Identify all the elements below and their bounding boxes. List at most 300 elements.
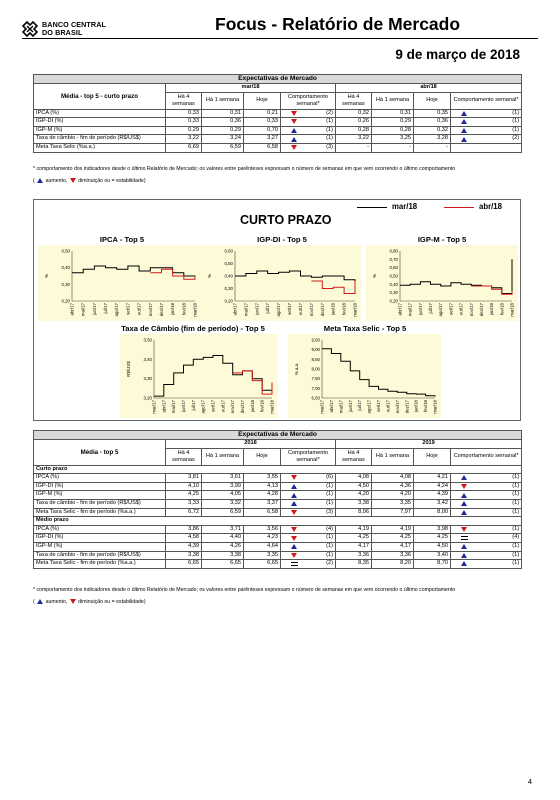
series-line-mar-18 xyxy=(235,271,355,285)
x-tick-label: jul/17 xyxy=(265,303,271,314)
trend-cell xyxy=(281,135,336,144)
value-cell: 4,26 xyxy=(202,542,244,551)
value-cell: 4,64 xyxy=(244,542,281,551)
value-cell: 3,40 xyxy=(414,551,451,560)
x-tick-label: out/17 xyxy=(220,400,226,413)
legend-up-text: aumento, xyxy=(45,178,68,184)
row-label: IGP-DI (%) xyxy=(34,534,166,543)
column-header: Hoje xyxy=(414,92,451,109)
trend-cell xyxy=(451,508,522,517)
column-header: Há 4 semanas xyxy=(166,448,202,465)
value-cell: 6,72 xyxy=(166,508,202,517)
value-cell: 8,20 xyxy=(372,560,414,569)
y-tick-label: 0,40 xyxy=(224,273,233,279)
row-label: Meta Taxa Selic - fim de período (%a.a.) xyxy=(34,560,166,569)
value-cell: 3,25 xyxy=(372,135,414,144)
down-triangle-icon xyxy=(70,599,76,604)
x-tick-label: set/17 xyxy=(210,400,216,412)
x-tick-label: mai/17 xyxy=(171,400,177,414)
x-tick-label: fev/18 xyxy=(499,303,505,315)
row-label: Taxa de câmbio - fim de período (R$/US$) xyxy=(34,135,166,144)
up-triangle-icon xyxy=(291,544,297,549)
x-tick-label: jun/17 xyxy=(91,303,97,315)
y-tick-label: 9,50 xyxy=(311,337,320,343)
value-cell: 6,59 xyxy=(202,143,244,152)
trend-count: (6) xyxy=(326,474,333,481)
x-tick-label: mai/17 xyxy=(338,400,344,414)
trend-count: (1) xyxy=(512,482,520,489)
trend-count: (4) xyxy=(326,525,333,532)
value-cell: 4,20 xyxy=(336,491,372,500)
x-tick-label: abr/17 xyxy=(328,400,334,413)
x-tick-label: fev/18 xyxy=(423,400,429,412)
value-cell: 0,70 xyxy=(244,126,281,135)
x-tick-label: jun/17 xyxy=(181,400,186,412)
x-tick-label: fev/18 xyxy=(181,303,187,315)
trend-count: (1) xyxy=(326,126,333,133)
trend-cell xyxy=(281,491,336,500)
legend-eq-text: = estabilidade) xyxy=(111,599,146,605)
x-tick-label: jul/17 xyxy=(190,400,196,411)
value-cell: 3,98 xyxy=(414,525,451,534)
value-cell: 3,38 xyxy=(202,551,244,560)
x-tick-label: jan/18 xyxy=(330,303,336,315)
value-cell: 0,28 xyxy=(372,126,414,135)
chart-igpm xyxy=(366,245,518,321)
x-tick-label: dez/17 xyxy=(404,400,410,414)
row-label: IPCA (%) xyxy=(34,474,166,483)
x-tick-label: dez/17 xyxy=(240,400,245,414)
value-cell: 7,97 xyxy=(372,508,414,517)
value-cell: 6,59 xyxy=(202,508,244,517)
trend-count: (1) xyxy=(512,474,520,481)
x-tick-label: out/17 xyxy=(136,303,142,316)
up-triangle-icon xyxy=(37,178,43,183)
x-tick-label: mar/18 xyxy=(509,303,515,317)
legend-eq-text: = estabilidade) xyxy=(111,178,146,184)
chart-svg xyxy=(201,245,361,321)
up-triangle-icon xyxy=(461,501,467,506)
x-tick-label: abr/17 xyxy=(232,303,238,316)
y-tick-label: 0,50 xyxy=(61,248,70,254)
value-cell: 3,24 xyxy=(202,135,244,144)
trend-cell xyxy=(451,551,522,560)
value-cell: 4,19 xyxy=(372,525,414,534)
trend-count: (4) xyxy=(512,534,520,541)
value-cell: 0,26 xyxy=(336,118,372,127)
x-tick-label: out/17 xyxy=(385,400,391,413)
legend-line-abr xyxy=(444,207,474,208)
series-line-mar-18 xyxy=(154,356,272,397)
down-triangle-icon xyxy=(291,145,297,150)
series-line-mar-18 xyxy=(400,259,512,293)
column-header: Há 1 semana xyxy=(202,92,244,109)
value-cell: 3,32 xyxy=(202,499,244,508)
y-axis-label: R$/US$ xyxy=(126,361,131,377)
value-cell: 4,28 xyxy=(244,491,281,500)
legend-up-text: aumento, xyxy=(45,599,68,605)
section-row xyxy=(34,465,522,474)
value-cell: 0,32 xyxy=(414,126,451,135)
x-tick-label: fev/18 xyxy=(341,303,347,315)
up-triangle-icon xyxy=(461,475,467,480)
report-date: 9 de março de 2018 xyxy=(395,47,520,62)
value-cell: 0,21 xyxy=(244,109,281,118)
chart-title-selic: Meta Taxa Selic - Top 5 xyxy=(323,324,407,333)
page-number: 4 xyxy=(527,777,532,786)
y-axis-label: % xyxy=(44,274,49,278)
trend-cell xyxy=(281,551,336,560)
section-label: Curto prazo xyxy=(34,465,522,474)
x-tick-label: ago/17 xyxy=(114,303,120,317)
x-tick-label: mar/17 xyxy=(319,400,325,414)
y-tick-label: 8,50 xyxy=(311,356,320,362)
trend-count: (1) xyxy=(326,551,333,558)
x-tick-label: ago/17 xyxy=(438,303,444,317)
logo-line-1: BANCO CENTRAL xyxy=(42,20,106,29)
x-tick-label: jan/18 xyxy=(249,400,255,412)
column-header: Comportamento semanal* xyxy=(451,448,522,465)
column-header: Hoje xyxy=(244,92,281,109)
y-tick-label: 3,40 xyxy=(143,356,152,362)
row-label: Meta Taxa Selic - fim de período (%a.a.) xyxy=(34,508,166,517)
equal-sign-icon xyxy=(291,562,298,566)
value-cell: 0,28 xyxy=(336,126,372,135)
column-header: Há 1 semana xyxy=(372,448,414,465)
value-cell: 6,58 xyxy=(244,508,281,517)
x-tick-label: abr/17 xyxy=(397,303,403,316)
x-tick-label: nov/17 xyxy=(394,400,400,414)
value-cell: 4,36 xyxy=(372,482,414,491)
trend-cell xyxy=(281,534,336,543)
value-cell: 3,28 xyxy=(414,135,451,144)
trend-count: (3) xyxy=(326,508,333,515)
value-cell: 0,35 xyxy=(414,109,451,118)
trend-cell xyxy=(451,499,522,508)
trend-cell xyxy=(281,126,336,135)
page-title: Focus - Relatório de Mercado xyxy=(215,14,461,34)
value-cell: 4,08 xyxy=(336,474,372,483)
trend-legend xyxy=(33,598,146,606)
chart-svg xyxy=(120,334,278,418)
value-cell: 4,40 xyxy=(202,534,244,543)
value-cell: 6,69 xyxy=(166,143,202,152)
value-cell: 3,55 xyxy=(244,474,281,483)
x-tick-label: set/17 xyxy=(448,303,454,315)
x-tick-label: nov/17 xyxy=(468,303,474,317)
value-cell: 3,36 xyxy=(336,551,372,560)
y-axis-label: % xyxy=(372,274,377,278)
x-tick-label: nov/17 xyxy=(230,400,236,414)
x-tick-label: jan/18 xyxy=(489,303,495,315)
table-row xyxy=(34,135,522,144)
trend-cell xyxy=(281,109,336,118)
down-triangle-icon xyxy=(291,475,297,480)
x-tick-label: abr/17 xyxy=(69,303,75,316)
logo-text xyxy=(42,21,106,37)
trend-count: (2) xyxy=(512,135,520,142)
value-cell: 6,58 xyxy=(244,143,281,152)
y-tick-label: 0,30 xyxy=(389,290,398,296)
trend-count: (1) xyxy=(512,126,520,133)
trend-cell xyxy=(451,135,522,144)
y-tick-label: 0,50 xyxy=(224,261,233,266)
down-triangle-icon xyxy=(291,536,297,541)
value-cell: 3,27 xyxy=(244,135,281,144)
column-header: Há 4 semanas xyxy=(166,92,202,109)
up-triangle-icon xyxy=(461,137,467,142)
trend-count: (1) xyxy=(512,551,520,558)
trend-count: (1) xyxy=(512,508,520,515)
y-tick-label: 3,20 xyxy=(143,395,152,401)
value-cell: 3,38 xyxy=(336,499,372,508)
header-divider xyxy=(22,38,538,39)
x-tick-label: dez/17 xyxy=(478,303,484,317)
value-cell: 4,13 xyxy=(244,482,281,491)
value-cell: 0,32 xyxy=(336,109,372,118)
value-cell: 3,35 xyxy=(372,499,414,508)
x-tick-label: dez/17 xyxy=(319,303,325,317)
table-row xyxy=(34,542,522,551)
value-cell: 3,42 xyxy=(414,499,451,508)
table-row xyxy=(34,491,522,500)
x-tick-label: mai/17 xyxy=(243,303,249,317)
trend-cell xyxy=(451,534,522,543)
value-cell: 0,33 xyxy=(244,118,281,127)
y-tick-label: 0,20 xyxy=(224,298,233,304)
y-tick-label: 0,20 xyxy=(61,298,70,304)
x-tick-label: ago/17 xyxy=(276,303,282,317)
value-cell: 3,56 xyxy=(244,525,281,534)
up-triangle-icon xyxy=(291,493,297,498)
table-row xyxy=(34,525,522,534)
value-cell: 4,08 xyxy=(372,474,414,483)
y-tick-label: 0,60 xyxy=(389,265,398,271)
y-tick-label: 0,20 xyxy=(389,298,398,304)
value-cell: 0,29 xyxy=(202,126,244,135)
value-cell: 4,25 xyxy=(166,491,202,500)
value-cell: 8,00 xyxy=(414,508,451,517)
x-tick-label: jan/18 xyxy=(170,303,176,315)
value-cell: - xyxy=(336,143,372,152)
legend-down-text: diminuição ou xyxy=(78,178,111,184)
up-triangle-icon xyxy=(461,111,467,116)
trend-count: (1) xyxy=(326,491,333,498)
value-cell: 3,22 xyxy=(166,135,202,144)
x-tick-label: fev/18 xyxy=(259,400,265,412)
y-tick-label: 0,40 xyxy=(389,281,398,287)
row-label: IPCA (%) xyxy=(34,525,166,534)
x-tick-label: mar/18 xyxy=(432,400,438,414)
trend-count: (1) xyxy=(512,118,520,125)
value-cell: 4,17 xyxy=(336,542,372,551)
x-tick-label: mai/17 xyxy=(407,303,413,317)
value-cell: 4,24 xyxy=(414,482,451,491)
value-cell: 8,35 xyxy=(336,560,372,569)
legend-down-text: diminuição ou xyxy=(78,599,111,605)
value-cell: - xyxy=(372,143,414,152)
trend-count: (1) xyxy=(512,491,520,498)
y-tick-label: 0,30 xyxy=(61,281,70,287)
value-cell: 0,36 xyxy=(414,118,451,127)
x-tick-label: jan/18 xyxy=(413,400,419,412)
value-cell: 0,33 xyxy=(166,109,202,118)
trend-count: (1) xyxy=(512,560,520,567)
trend-cell xyxy=(451,491,522,500)
x-tick-label: nov/17 xyxy=(147,303,153,317)
table-row xyxy=(34,534,522,543)
legend-paren: ( xyxy=(33,599,35,605)
row-label: IGP-M (%) xyxy=(34,491,166,500)
x-tick-label: out/17 xyxy=(458,303,464,316)
section-label: Médio prazo xyxy=(34,517,522,526)
legend-label-abr: abr/18 xyxy=(479,202,502,211)
value-cell: - xyxy=(414,143,451,152)
trend-cell xyxy=(451,143,522,152)
y-tick-label: 3,50 xyxy=(143,337,152,343)
bcb-logo xyxy=(22,20,122,40)
up-triangle-icon xyxy=(461,119,467,124)
trend-count: (1) xyxy=(512,542,520,549)
value-cell: 3,36 xyxy=(372,551,414,560)
column-header: Há 4 semanas xyxy=(336,92,372,109)
trend-cell xyxy=(281,499,336,508)
chart-title-igpdi: IGP-DI - Top 5 xyxy=(257,235,307,244)
trend-cell xyxy=(281,482,336,491)
value-cell: 3,35 xyxy=(244,551,281,560)
equal-sign-icon xyxy=(461,536,468,540)
row-label: IGP-DI (%) xyxy=(34,482,166,491)
table-row xyxy=(34,508,522,517)
value-cell: 3,33 xyxy=(166,499,202,508)
period-header: abr/18 xyxy=(336,84,522,93)
period-header: mar/18 xyxy=(166,84,336,93)
value-cell: 8,06 xyxy=(336,508,372,517)
trend-count: (3) xyxy=(326,143,333,150)
period-header: 2018 xyxy=(166,440,336,449)
trend-cell xyxy=(451,126,522,135)
table-row xyxy=(34,474,522,483)
up-triangle-icon xyxy=(461,510,467,515)
legend-line-mar xyxy=(357,207,387,208)
value-cell: 6,65 xyxy=(166,560,202,569)
value-cell: 3,37 xyxy=(244,499,281,508)
value-cell: 3,86 xyxy=(166,525,202,534)
x-tick-label: jun/17 xyxy=(417,303,423,315)
table-row xyxy=(34,109,522,118)
value-cell: 4,50 xyxy=(336,482,372,491)
table-row xyxy=(34,118,522,127)
trend-count: (1) xyxy=(512,109,520,116)
y-tick-label: 0,60 xyxy=(224,248,233,254)
down-triangle-icon xyxy=(291,111,297,116)
trend-count: (2) xyxy=(326,109,333,116)
trend-count: (1) xyxy=(326,135,333,142)
series-line-abr-18 xyxy=(150,269,195,279)
x-tick-label: set/17 xyxy=(287,303,293,315)
chart-svg xyxy=(366,245,518,321)
down-triangle-icon xyxy=(291,553,297,558)
up-triangle-icon xyxy=(461,128,467,133)
value-cell: 8,70 xyxy=(414,560,451,569)
up-triangle-icon xyxy=(291,128,297,133)
x-tick-label: mar/18 xyxy=(269,400,275,414)
row-header: Média - top 5 xyxy=(34,440,166,466)
y-axis-label: % a.a. xyxy=(294,362,299,376)
bcb-logo-icon xyxy=(22,21,38,37)
logo-line-2: DO BRASIL xyxy=(42,28,83,37)
x-tick-label: mar/17 xyxy=(151,400,157,414)
trend-cell xyxy=(451,542,522,551)
value-cell: 4,05 xyxy=(202,491,244,500)
chart-svg xyxy=(288,334,441,418)
value-cell: 4,25 xyxy=(336,534,372,543)
table-row xyxy=(34,126,522,135)
up-triangle-icon xyxy=(461,561,467,566)
section-row xyxy=(34,517,522,526)
column-header: Hoje xyxy=(414,448,451,465)
y-axis-label: % xyxy=(207,274,212,278)
value-cell: 3,22 xyxy=(336,135,372,144)
trend-cell xyxy=(451,560,522,569)
legend-label-mar: mar/18 xyxy=(392,202,418,211)
row-label: IGP-M (%) xyxy=(34,126,166,135)
chart-selic xyxy=(288,334,441,418)
trend-cell xyxy=(281,474,336,483)
value-cell: 4,39 xyxy=(414,491,451,500)
column-header: Comportamento semanal* xyxy=(281,92,336,109)
row-header: Média - top 5 - curto prazo xyxy=(34,84,166,110)
value-cell: 4,19 xyxy=(336,525,372,534)
up-triangle-icon xyxy=(291,484,297,489)
x-tick-label: set/17 xyxy=(376,400,381,412)
y-tick-label: 0,30 xyxy=(224,286,233,291)
x-tick-label: mar/18 xyxy=(192,303,198,317)
x-tick-label: out/17 xyxy=(297,303,303,316)
column-header: Comportamento semanal* xyxy=(451,92,522,109)
down-triangle-icon xyxy=(291,510,297,515)
table-row xyxy=(34,551,522,560)
y-tick-label: 8,00 xyxy=(311,366,320,372)
x-tick-label: jul/17 xyxy=(428,303,434,314)
x-tick-label: mar/18 xyxy=(352,303,358,317)
table-row xyxy=(34,499,522,508)
up-triangle-icon xyxy=(37,599,43,604)
value-cell: 4,50 xyxy=(414,542,451,551)
row-label: Taxa de câmbio - fim de período (R$/US$) xyxy=(34,499,166,508)
table-row xyxy=(34,143,522,152)
value-cell: 4,21 xyxy=(414,474,451,483)
chart-title-ipca: IPCA - Top 5 xyxy=(99,235,145,244)
x-tick-label: jul/17 xyxy=(357,400,363,411)
value-cell: 3,99 xyxy=(202,482,244,491)
chart-svg xyxy=(38,245,201,321)
down-triangle-icon xyxy=(291,527,297,532)
footnote-text: * comportamento dos indicadores desde o último Relatório de Mercado; os valores entre parênteses expressam o número de semanas em que vem ocorrendo o último comportamento xyxy=(33,166,456,172)
trend-cell xyxy=(281,143,336,152)
row-label: Meta Taxa Selic (%a.a.) xyxy=(34,143,166,152)
value-cell: 6,65 xyxy=(202,560,244,569)
value-cell: 3,71 xyxy=(202,525,244,534)
value-cell: 3,38 xyxy=(166,551,202,560)
row-label: IGP-M (%) xyxy=(34,542,166,551)
y-tick-label: 9,00 xyxy=(311,347,320,353)
x-tick-label: jul/17 xyxy=(103,303,109,314)
x-tick-label: jun/17 xyxy=(254,303,260,315)
up-triangle-icon xyxy=(461,553,467,558)
value-cell: 0,29 xyxy=(372,118,414,127)
value-cell: 0,31 xyxy=(202,109,244,118)
